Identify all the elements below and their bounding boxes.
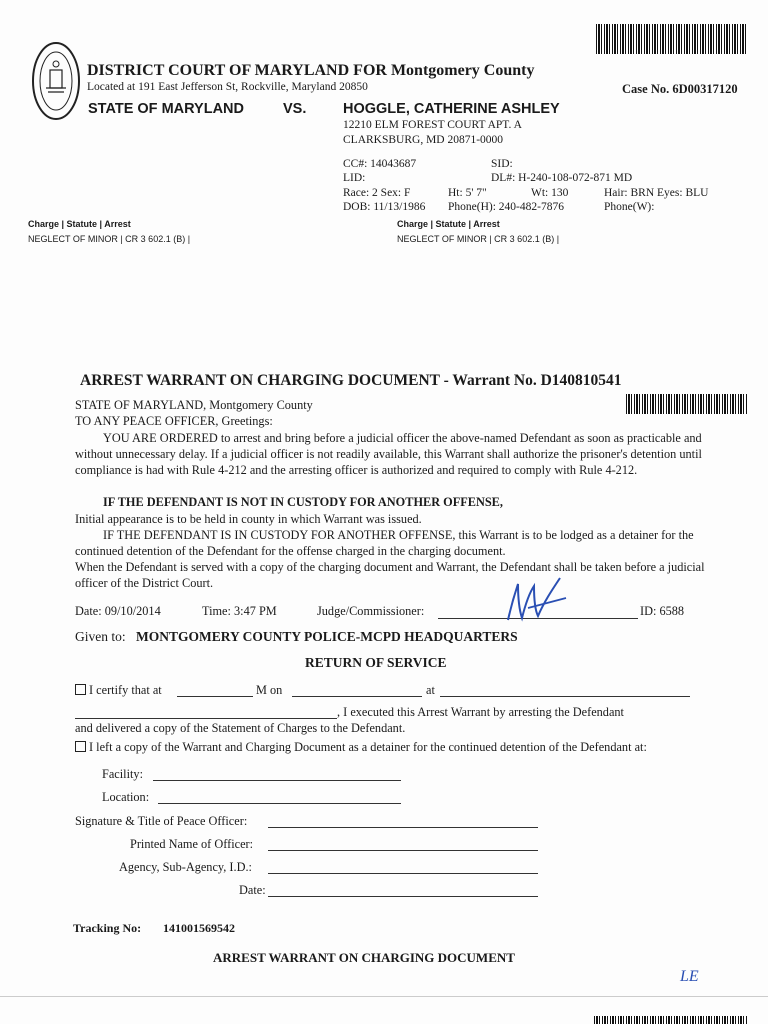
cc-number: CC#: 14043687 (343, 158, 417, 170)
given-to-agency: MONTGOMERY COUNTY POLICE-MCPD HEADQUARTERS (136, 629, 518, 644)
delivered-text: and delivered a copy of the Statement of Charges to the Defendant. (75, 721, 406, 735)
state-county-line: STATE OF MARYLAND, Montgomery County (75, 398, 313, 412)
agency-label: Agency, Sub-Agency, I.D.: (119, 860, 252, 874)
executed-blank-field[interactable] (75, 718, 337, 719)
judge-signature (500, 572, 570, 628)
certify-time-field[interactable] (177, 696, 253, 697)
phone-work: Phone(W): (604, 201, 655, 213)
not-in-custody-heading: IF THE DEFENDANT IS NOT IN CUSTODY FOR ANOTHER OFFENSE, (103, 495, 503, 509)
left-copy-checkbox[interactable] (75, 741, 86, 752)
left-copy-row (75, 740, 647, 755)
served-text: When the Defendant is served with a copy of the charging document and Warrant, the Defendant shall be taken before a judicial officer of the District Court. (75, 560, 705, 590)
certify-date-field[interactable] (292, 696, 422, 697)
defendant-name: HOGGLE, CATHERINE ASHLEY (343, 101, 560, 117)
defendant-address-line-1: 12210 ELM FOREST COURT APT. A (343, 119, 522, 131)
charge-header-right: Charge | Statute | Arrest (397, 219, 500, 229)
judge-id: ID: 6588 (640, 604, 685, 618)
facility-label: Facility: (102, 767, 143, 781)
not-in-custody-text: Initial appearance is to be held in county in which Warrant was issued. (75, 512, 422, 526)
barcode-bottom (594, 1016, 748, 1024)
court-seal-icon (30, 40, 82, 122)
hair-eyes: Hair: BRN Eyes: BLU (604, 187, 709, 199)
order-paragraph: YOU ARE ORDERED to arrest and bring before a judicial officer the above-named Defendant as soon as practicable and without unnecessary delay. If a judicial officer is not readily available, this Warrant shall authorize the prisoner's detention until compliance is had with Rule 4-212 and the arresting officer is authorized and required to comply with Rule 4-212. (75, 431, 702, 477)
certify-checkbox-row (75, 683, 162, 698)
location-label: Location: (102, 790, 150, 804)
case-number: Case No. 6D00317120 (622, 82, 738, 96)
warrant-time: Time: 3:47 PM (202, 604, 277, 618)
service-date-label: Date: (239, 883, 266, 897)
judge-commissioner-label: Judge/Commissioner: (317, 604, 425, 618)
charge-value-right: NEGLECT OF MINOR | CR 3 602.1 (B) | (397, 234, 560, 244)
officer-signature-field[interactable] (268, 827, 538, 828)
height: Ht: 5' 7" (448, 187, 487, 199)
race-sex: Race: 2 Sex: F (343, 187, 411, 199)
certify-label: I certify that at (89, 683, 162, 697)
weight: Wt: 130 (531, 187, 569, 199)
footer-title: ARREST WARRANT ON CHARGING DOCUMENT (213, 950, 515, 965)
warrant-title: ARREST WARRANT ON CHARGING DOCUMENT - Warrant No. D140810541 (80, 372, 622, 389)
facility-field[interactable] (153, 780, 401, 781)
given-to-label: Given to: (75, 629, 126, 644)
sid-label: SID: (491, 158, 513, 170)
tracking-number: 141001569542 (163, 921, 235, 935)
dob: DOB: 11/13/1986 (343, 201, 426, 213)
court-address: Located at 191 East Jefferson St, Rockville, Maryland 20850 (87, 81, 368, 93)
handwritten-initials: LE (680, 968, 699, 985)
service-date-field[interactable] (268, 896, 538, 897)
greeting: TO ANY PEACE OFFICER, Greetings: (75, 414, 273, 428)
court-name: DISTRICT COURT OF MARYLAND FOR Montgomery County (87, 62, 535, 79)
printed-name-field[interactable] (268, 850, 538, 851)
in-custody-text: IF THE DEFENDANT IS IN CUSTODY FOR ANOTHER OFFENSE, this Warrant is to be lodged as a detainer for the continued detention of the Defendant for the offense charged in the charging document. (75, 528, 694, 558)
barcode-warrant (626, 394, 748, 414)
defendant-address-line-2: CLARKSBURG, MD 20871-0000 (343, 134, 504, 146)
dl-number: DL#: H-240-108-072-871 MD (491, 172, 633, 184)
location-field[interactable] (158, 803, 401, 804)
return-of-service-title: RETURN OF SERVICE (305, 655, 447, 670)
warrant-date: Date: 09/10/2014 (75, 604, 161, 618)
charge-value-left: NEGLECT OF MINOR | CR 3 602.1 (B) | (28, 234, 191, 244)
page-bottom-edge (0, 996, 768, 997)
tracking-label: Tracking No: (73, 921, 142, 935)
agency-field[interactable] (268, 873, 538, 874)
executed-text: , I executed this Arrest Warrant by arresting the Defendant (337, 705, 624, 719)
barcode-top (596, 24, 748, 54)
lid-label: LID: (343, 172, 366, 184)
charge-header-left: Charge | Statute | Arrest (28, 219, 131, 229)
m-on-label: M on (256, 683, 283, 697)
plaintiff-name: STATE OF MARYLAND (88, 101, 244, 117)
printed-name-label: Printed Name of Officer: (130, 837, 254, 851)
certify-place-field[interactable] (440, 696, 690, 697)
left-copy-text: I left a copy of the Warrant and Charging Document as a detainer for the continued detention of the Defendant at: (89, 740, 647, 754)
certify-checkbox[interactable] (75, 684, 86, 695)
versus-label: VS. (283, 101, 307, 117)
officer-signature-label: Signature & Title of Peace Officer: (75, 814, 248, 828)
at-label: at (426, 683, 435, 697)
phone-home: Phone(H): 240-482-7876 (448, 201, 564, 213)
